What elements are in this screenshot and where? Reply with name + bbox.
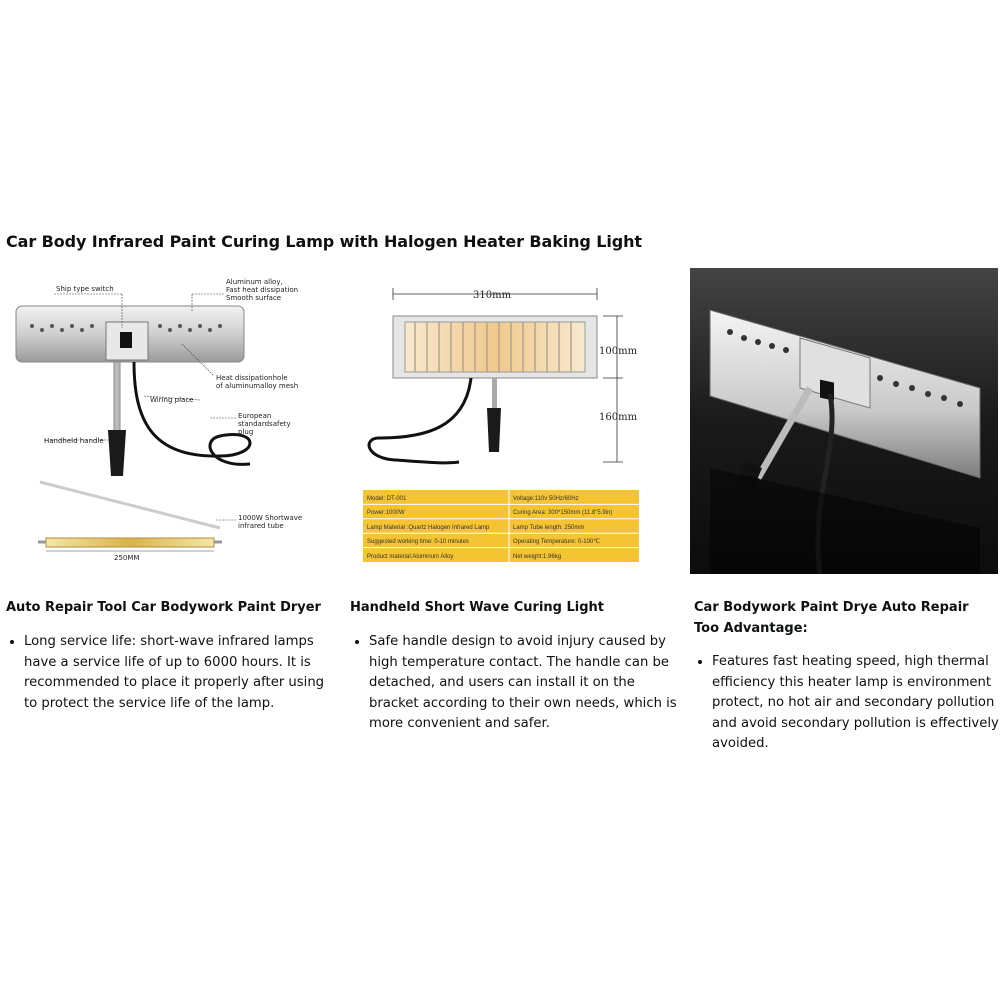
spec-curing-area: Curing Area: 300*150mm (11.8"5.9in) — [513, 510, 613, 516]
callout-aluminum-2: Fast heat dissipation — [226, 286, 299, 294]
callout-tube-1: 1000W Shortwave — [238, 514, 303, 522]
spec-power: Power:1000W — [367, 510, 405, 516]
column-3-bullets — [694, 652, 1004, 755]
callout-tube-2: infrared tube — [238, 522, 284, 530]
callout-switch: Ship type switch — [56, 285, 114, 293]
callout-mesh-2: of aluminumalloy mesh — [216, 382, 299, 390]
callout-aluminum-3: Smooth surface — [226, 294, 282, 302]
spec-working-time: Suggested working time: 0-10 minutes — [367, 539, 470, 545]
spec-voltage: Voltage:110v 50Hz/60Hz — [513, 496, 579, 502]
callout-handle: Handheld handle — [44, 437, 104, 445]
lamp-photo-illustration — [690, 268, 998, 574]
callout-plug-1: European — [238, 412, 272, 420]
column-1-bullet: • Long service life: short-wave infrared lamps have a service life of up to 6000 hours. It is recommended to place it properly after using to protect the service life of the lamp. — [24, 632, 330, 714]
callout-aluminum-1: Aluminum alloy, — [226, 278, 283, 286]
product-photo — [690, 268, 998, 574]
dimension-illustration — [355, 268, 645, 574]
column-2-heading: Handheld Short Wave Curing Light — [350, 600, 605, 615]
callout-plug-2: standardsafety — [238, 420, 291, 428]
dimension-diagram-image — [355, 268, 645, 574]
product-diagram-image — [10, 268, 320, 574]
dimension-height-body: 100mm — [599, 346, 638, 357]
column-3-bullet: • Features fast heating speed, high thermal efficiency this heater lamp is environment protect, no hot air and secondary pollution and avoid secondary pollution is effectively avoided. — [712, 652, 1004, 755]
spec-model: Model: DT-001 — [367, 496, 407, 502]
spec-table — [363, 490, 639, 562]
column-2-bullet: • Safe handle design to avoid injury caused by high temperature contact. The handle can be detached, and users can install it on the bracket according to their own needs, which is more convenient and safer. — [369, 632, 679, 735]
labeled-lamp-illustration — [10, 268, 320, 574]
callout-wiring: Wiring place — [150, 396, 194, 404]
callout-length: 250MM — [114, 554, 140, 562]
callout-mesh-1: Heat dissipationhole — [216, 374, 288, 382]
column-1-heading: Auto Repair Tool Car Bodywork Paint Dryer — [6, 600, 321, 615]
spec-lamp-material: Lamp Material :Quartz Halogen Infrared Lamp — [367, 525, 490, 531]
column-2-bullets — [351, 632, 679, 735]
page-title: Car Body Infrared Paint Curing Lamp with Halogen Heater Baking Light — [6, 232, 642, 251]
spec-tube-length: Lamp Tube length: 250mm — [513, 525, 585, 531]
column-1-bullets — [6, 632, 330, 714]
dimension-width: 310mm — [473, 290, 512, 301]
spec-product-material: Product material:Aluminum Alloy — [367, 554, 454, 560]
spec-temperature: Operating Temperature: 0-100℃ — [513, 539, 601, 545]
dimension-height-handle: 160mm — [599, 412, 638, 423]
spec-weight: Net weight:1.96kg — [513, 554, 562, 560]
callout-plug-3: plug — [238, 428, 254, 436]
column-3-heading: Car Bodywork Paint Drye Auto Repair Too Advantage: — [694, 600, 969, 636]
